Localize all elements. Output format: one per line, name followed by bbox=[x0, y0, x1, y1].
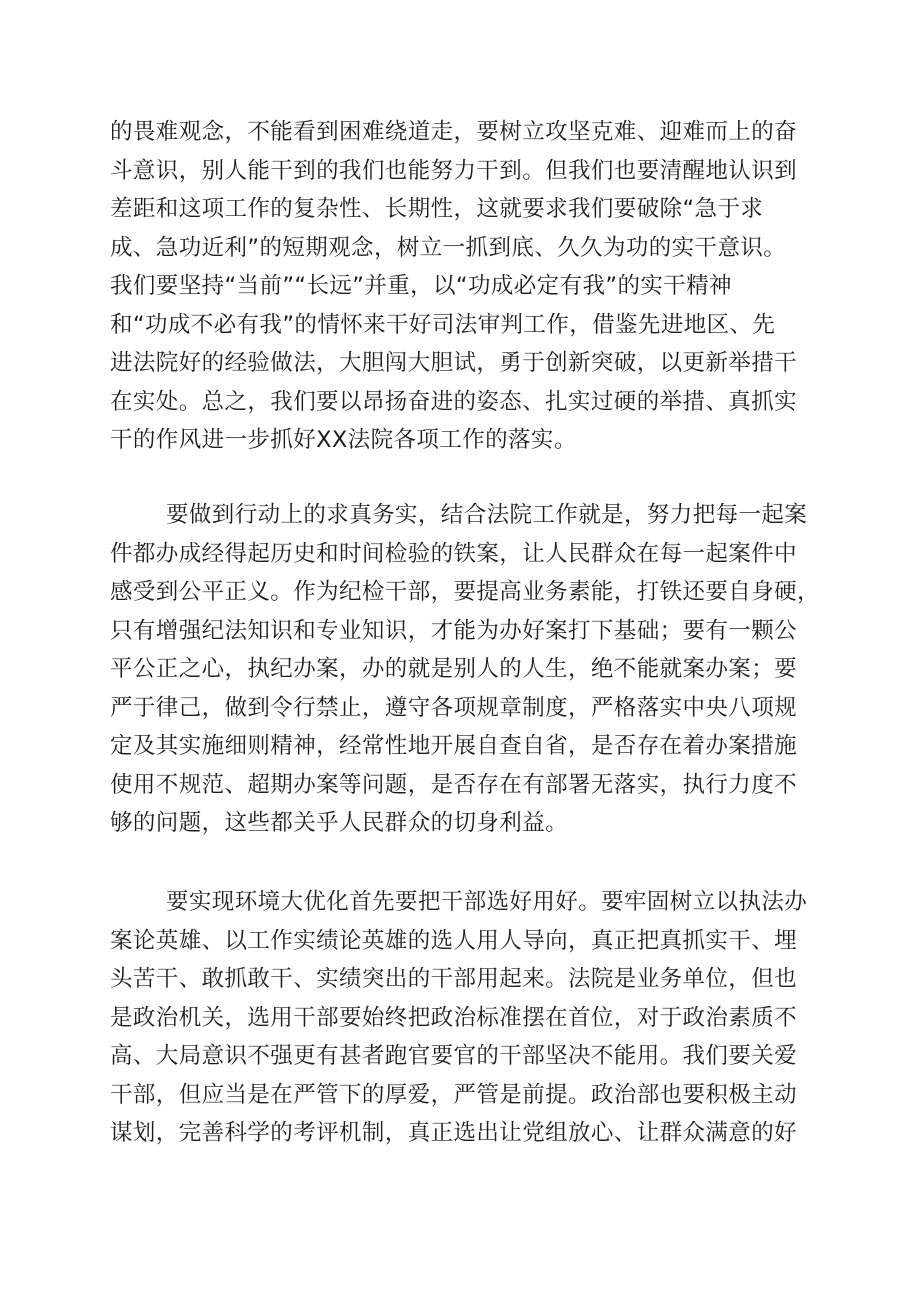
paragraph-1 bbox=[110, 113, 820, 460]
paragraph-3 bbox=[110, 883, 820, 1153]
text-line-first: 要做到行动上的求真务实，结合法院工作就是，努力把每一起案 bbox=[166, 502, 808, 528]
text-line: 和“功成不必有我”的情怀来干好司法审判工作，借鉴先进地区、先 bbox=[110, 311, 776, 338]
text-line: 斗意识，别人能干到的我们也能努力干到。但我们也要清醒地认识到 bbox=[110, 157, 798, 184]
text-line: 只有增强纪法知识和专业知识，才能为办好案打下基础；要有一颗公 bbox=[110, 617, 798, 644]
text-line: 进法院好的经验做法，大胆闯大胆试，勇于创新突破，以更新举措干 bbox=[110, 350, 798, 376]
text-line: 头苦干、敢抓敢干、实绩突出的干部用起来。法院是业务单位，但也 bbox=[110, 966, 798, 992]
text-line: 够的问题，这些都关乎人民群众的切身利益。 bbox=[110, 810, 569, 836]
text-line: 谋划，完善科学的考评机制，真正选出让党组放心、让群众满意的好 bbox=[110, 1120, 798, 1146]
text-line: 干部，但应当是在严管下的厚爱，严管是前提。政治部也要积极主动 bbox=[110, 1081, 798, 1108]
text-line: 干的作风进一步抓好XX法院各项工作的落实。 bbox=[110, 427, 577, 453]
text-line: 差距和这项工作的复杂性、长期性，这就要求我们要破除“急于求 bbox=[110, 196, 764, 222]
text-line: 成、急功近利”的短期观念，树立一抓到底、久久为功的实干意识。 bbox=[110, 234, 787, 261]
paragraph-2 bbox=[110, 496, 820, 843]
text-line: 平公正之心，执纪办案，办的就是别人的人生，绝不能就案办案；要 bbox=[110, 656, 798, 682]
text-line: 感受到公平正义。作为纪检干部，要提高业务素能，打铁还要自身硬， bbox=[110, 579, 820, 605]
text-line: 我们要坚持“当前”“长远”并重，以“功成必定有我”的实干精神 bbox=[110, 273, 732, 299]
text-line: 严于律己，做到令行禁止，遵守各项规章制度，严格落实中央八项规 bbox=[110, 694, 798, 721]
text-line: 在实处。总之，我们要以昂扬奋进的姿态、扎实过硬的举措、真抓实 bbox=[110, 388, 798, 415]
text-line: 定及其实施细则精神，经常性地开展自查自省，是否存在着办案措施 bbox=[110, 733, 798, 759]
text-line: 是政治机关，选用干部要始终把政治标准摆在首位，对于政治素质不 bbox=[110, 1004, 798, 1031]
text-line-first: 要实现环境大优化首先要把干部选好用好。要牢固树立以执法办 bbox=[166, 889, 808, 915]
text-line: 的畏难观念，不能看到困难绕道走，要树立攻坚克难、迎难而上的奋 bbox=[110, 119, 798, 145]
text-line: 件都办成经得起历史和时间检验的铁案，让人民群众在每一起案件中 bbox=[110, 540, 798, 567]
text-line: 案论英雄、以工作实绩论英雄的选人用人导向，真正把真抓实干、埋 bbox=[110, 927, 798, 954]
text-line: 使用不规范、超期办案等问题，是否存在有部署无落实，执行力度不 bbox=[110, 771, 798, 798]
text-line: 高、大局意识不强更有甚者跑官要官的干部坚决不能用。我们要关爱 bbox=[110, 1043, 798, 1069]
